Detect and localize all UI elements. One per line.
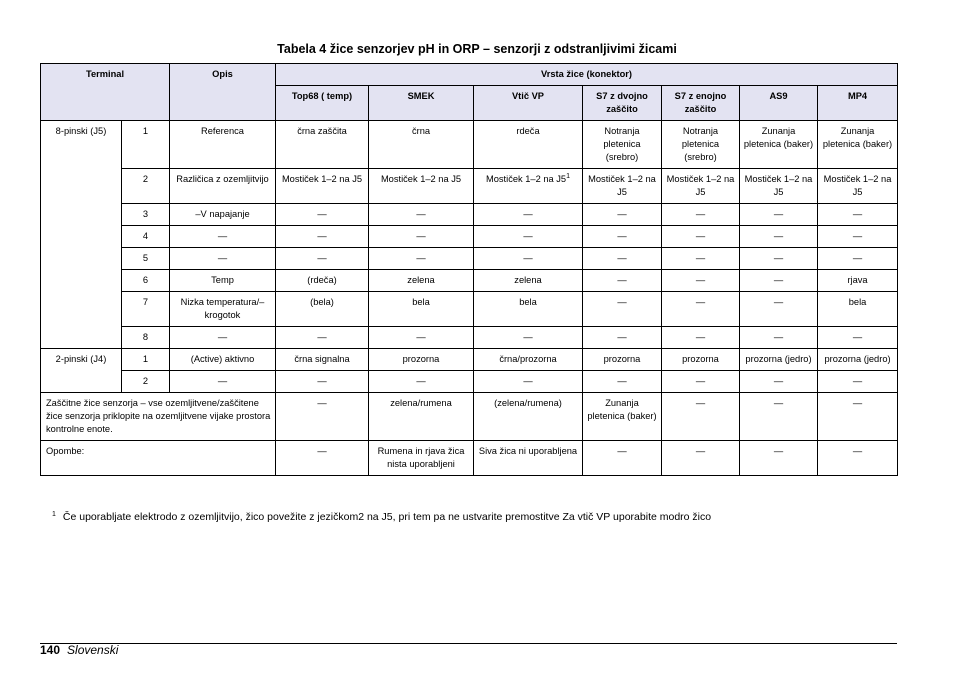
wire-cell: prozorna [369,349,474,371]
wire-cell: črna zaščita [276,121,369,169]
wire-cell: — [583,248,662,270]
wire-cell: Mostiček 1–2 na J5 [818,169,898,204]
table-row [41,226,898,248]
wire-cell: prozorna [662,349,740,371]
wire-cell: bela [369,292,474,327]
table-row [41,371,898,393]
footer-rule [40,643,897,644]
wire-cell: zelena/rumena [369,393,474,441]
header-col: MP4 [818,86,898,121]
header-col: SMEK [369,86,474,121]
pin-number: 2 [122,169,170,204]
wire-cell: — [474,371,583,393]
wire-cell: — [583,226,662,248]
table-title: Tabela 4 žice senzorjev pH in ORP – senzorji z odstranljivimi žicami [277,42,677,56]
wire-cell: — [583,270,662,292]
wire-cell: — [369,371,474,393]
wire-cell: prozorna (jedro) [740,349,818,371]
wire-cell: — [818,371,898,393]
wire-cell: — [740,327,818,349]
wire-cell: Siva žica ni uporabljena [474,441,583,476]
wire-cell: — [818,441,898,476]
pin-description: –V napajanje [170,204,276,226]
wire-cell: zelena [369,270,474,292]
wire-cell: — [583,371,662,393]
pin-description: Temp [170,270,276,292]
wire-cell: — [369,327,474,349]
wire-cell: Notranja pletenica (srebro) [662,121,740,169]
pin-number: 3 [122,204,170,226]
table-row [41,270,898,292]
table-row [41,169,898,204]
wire-cell: — [662,248,740,270]
wire-cell: Zunanja pletenica (baker) [583,393,662,441]
wire-cell: — [276,204,369,226]
wire-cell: rdeča [474,121,583,169]
wire-cell: — [474,327,583,349]
wire-cell: Zunanja pletenica (baker) [740,121,818,169]
table-row [41,292,898,327]
wire-cell: (bela) [276,292,369,327]
wire-cell: — [474,204,583,226]
wire-cell: — [818,327,898,349]
wire-cell: Rumena in rjava žica nista uporabljeni [369,441,474,476]
header-vrsta: Vrsta žice (konektor) [276,64,898,86]
wire-cell: — [369,226,474,248]
wire-cell: — [818,226,898,248]
wire-cell: črna [369,121,474,169]
pin-description: Referenca [170,121,276,169]
wire-cell: (rdeča) [276,270,369,292]
wire-cell: — [740,441,818,476]
wire-cell: — [369,248,474,270]
wire-cell: — [276,371,369,393]
wire-cell: — [276,393,369,441]
wire-cell: Mostiček 1–2 na J5 [662,169,740,204]
wire-cell: — [583,204,662,226]
wire-cell: rjava [818,270,898,292]
wire-cell: — [740,393,818,441]
wire-cell: Mostiček 1–2 na J5 [740,169,818,204]
wire-cell: Mostiček 1–2 na J5 [276,169,369,204]
pin-description: (Active) aktivno [170,349,276,371]
pin-description: — [170,226,276,248]
footnote [52,511,711,523]
wire-cell: — [662,292,740,327]
table-row [41,349,898,371]
wire-cell: prozorna [583,349,662,371]
pin-number: 1 [122,349,170,371]
pin-number: 1 [122,121,170,169]
header-terminal: Terminal [41,64,170,121]
wire-cell: — [662,393,740,441]
wire-cell: — [662,327,740,349]
pin-description: Nizka temperatura/– krogotok [170,292,276,327]
header-opis: Opis [170,64,276,121]
wire-cell: — [740,204,818,226]
table-body [41,121,898,476]
pin-description: — [170,371,276,393]
wire-cell: — [276,226,369,248]
wire-table [40,63,898,476]
header-col: S7 z dvojno zaščito [583,86,662,121]
table-row [41,327,898,349]
wire-cell: — [369,204,474,226]
header-col: AS9 [740,86,818,121]
wire-cell: — [740,292,818,327]
footnote-text: Če uporabljate elektrodo z ozemljitvijo, žico povežite z jezičkom2 na J5, pri tem pa ne ustvarite premostitve Za vtič VP uporabite modro žico [62,511,712,523]
wire-cell: — [474,226,583,248]
pin-description: — [170,327,276,349]
wire-cell: bela [818,292,898,327]
table-row [41,204,898,226]
opombe-label: Opombe: [41,441,276,476]
footnote-mark: 1 [52,511,56,518]
pin-number: 5 [122,248,170,270]
pin-description: Različica z ozemljitvijo [170,169,276,204]
shield-label: Zaščitne žice senzorja – vse ozemljitvene/zaščitene žice senzorja priklopite na ozemljitvene vijake prostora kontrolne enote. [41,393,276,441]
page-footer [40,643,118,657]
wire-cell: — [276,441,369,476]
wire-cell: Notranja pletenica (srebro) [583,121,662,169]
opombe-row [41,441,898,476]
wire-cell: — [276,248,369,270]
pin-number: 6 [122,270,170,292]
wire-cell: — [662,441,740,476]
wire-cell: — [740,248,818,270]
pin-number: 7 [122,292,170,327]
pin-description: — [170,248,276,270]
page-number: 140 [40,643,61,657]
wire-cell: — [740,371,818,393]
wire-cell: Zunanja pletenica (baker) [818,121,898,169]
pin-number: 8 [122,327,170,349]
wire-cell: bela [474,292,583,327]
wire-cell: prozorna (jedro) [818,349,898,371]
wire-cell: — [740,270,818,292]
wire-cell: — [583,292,662,327]
wire-cell: črna/prozorna [474,349,583,371]
header-col: S7 z enojno zaščito [662,86,740,121]
wire-cell: — [474,248,583,270]
pin-number: 4 [122,226,170,248]
wire-cell: — [276,327,369,349]
footnote-ref: 1 [566,172,570,180]
table-row [41,248,898,270]
wire-cell: zelena [474,270,583,292]
wire-cell: — [818,248,898,270]
footer-language: Slovenski [67,643,119,657]
wire-cell: črna signalna [276,349,369,371]
shield-row [41,393,898,441]
wire-cell: — [818,393,898,441]
wire-cell: — [740,226,818,248]
wire-cell: Mostiček 1–2 na $J5^1$ [474,169,583,204]
wire-cell: Mostiček 1–2 na J5 [583,169,662,204]
wire-cell: (zelena/rumena) [474,393,583,441]
header-col: Vtič VP [474,86,583,121]
wire-cell: Mostiček 1–2 na J5 [369,169,474,204]
wire-cell: — [662,226,740,248]
connector-label: 8-pinski (J5) [41,121,122,349]
header-row-1 [41,64,898,86]
wire-cell: — [583,327,662,349]
header-col: Top68 ( temp) [276,86,369,121]
connector-label: 2-pinski (J4) [41,349,122,393]
wire-cell: — [662,371,740,393]
wire-cell: — [662,270,740,292]
wire-cell: — [662,204,740,226]
table-row [41,121,898,169]
pin-number: 2 [122,371,170,393]
wire-cell: — [818,204,898,226]
wire-cell: — [583,441,662,476]
